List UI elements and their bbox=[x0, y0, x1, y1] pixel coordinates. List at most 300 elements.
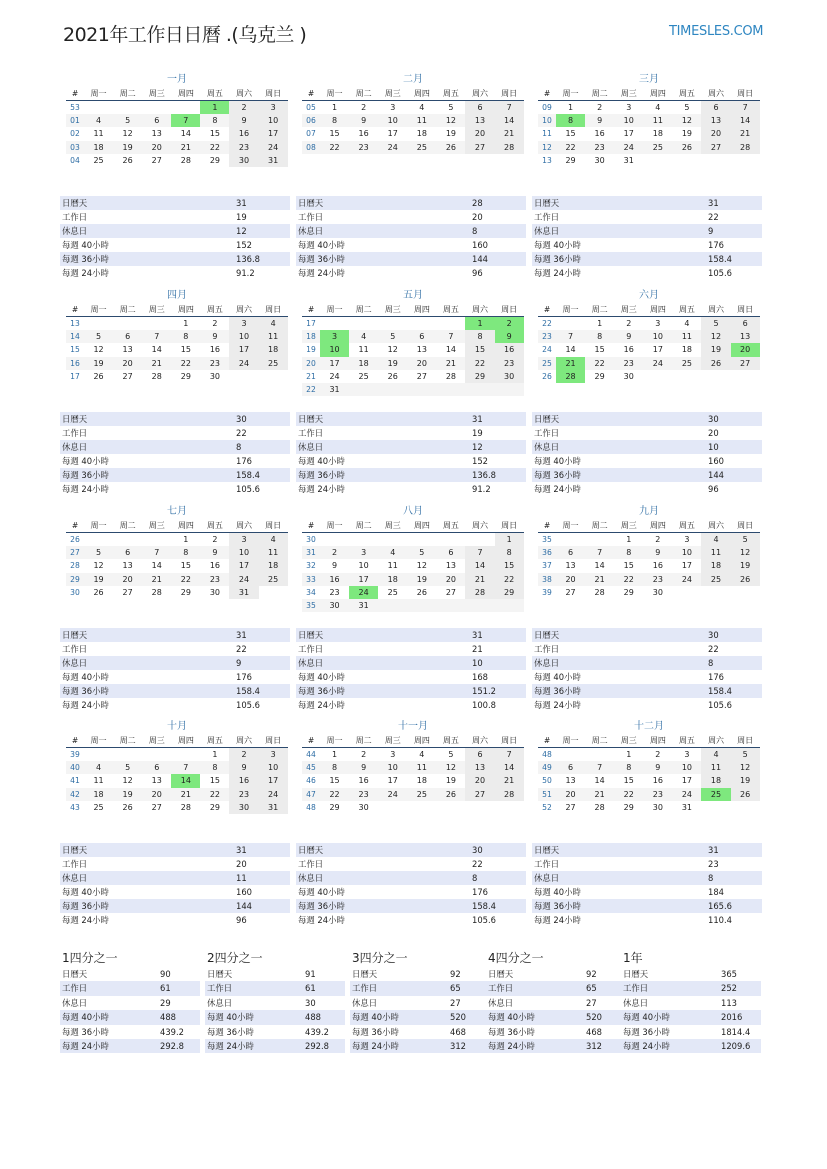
day-cell[interactable]: 4 bbox=[684, 319, 690, 328]
day-cell[interactable]: 9 bbox=[212, 548, 218, 558]
day-cell[interactable]: 1 bbox=[597, 319, 603, 328]
day-cell[interactable]: 30 bbox=[495, 370, 524, 383]
day-cell[interactable]: 3 bbox=[390, 103, 396, 112]
day-cell[interactable]: 7 bbox=[597, 548, 603, 558]
day-cell[interactable]: 2 bbox=[655, 535, 661, 544]
day-cell[interactable]: 19 bbox=[445, 776, 457, 786]
day-cell[interactable]: 2 bbox=[212, 535, 218, 544]
day-cell[interactable]: 3 bbox=[229, 533, 258, 546]
day-cell[interactable]: 24 bbox=[349, 586, 378, 599]
day-cell[interactable]: 16 bbox=[229, 127, 258, 140]
day-cell[interactable]: 12 bbox=[416, 561, 427, 571]
day-cell[interactable]: 22 bbox=[329, 142, 340, 152]
day-cell[interactable]: 5 bbox=[125, 116, 131, 126]
day-cell[interactable]: 28 bbox=[180, 155, 191, 165]
day-cell[interactable]: 12 bbox=[93, 561, 104, 571]
day-cell[interactable]: 27 bbox=[731, 357, 760, 370]
day-cell[interactable]: 29 bbox=[209, 802, 221, 812]
day-cell[interactable]: 14 bbox=[565, 345, 576, 355]
day-cell[interactable]: 7 bbox=[154, 548, 160, 558]
day-cell[interactable]: 21 bbox=[151, 574, 162, 584]
day-cell[interactable]: 24 bbox=[387, 789, 398, 799]
day-cell[interactable]: 16 bbox=[358, 129, 369, 139]
day-cell[interactable]: 19 bbox=[731, 559, 760, 572]
day-cell[interactable]: 6 bbox=[419, 332, 425, 342]
day-cell[interactable]: 29 bbox=[594, 371, 605, 381]
day-cell[interactable]: 14 bbox=[465, 559, 494, 572]
day-cell[interactable]: 10 bbox=[387, 116, 398, 126]
day-cell[interactable]: 26 bbox=[93, 587, 104, 597]
day-cell[interactable]: 2 bbox=[212, 319, 218, 328]
day-cell[interactable]: 13 bbox=[122, 561, 133, 571]
day-cell[interactable]: 22 bbox=[329, 789, 340, 799]
day-cell[interactable]: 17 bbox=[652, 345, 663, 355]
day-cell[interactable]: 7 bbox=[731, 101, 760, 114]
day-cell[interactable]: 16 bbox=[329, 574, 340, 584]
day-cell[interactable]: 29 bbox=[180, 371, 191, 381]
day-cell[interactable]: 15 bbox=[623, 561, 634, 571]
day-cell[interactable]: 27 bbox=[445, 587, 457, 597]
day-cell[interactable]: 22 bbox=[594, 358, 605, 368]
day-cell[interactable]: 25 bbox=[93, 802, 104, 812]
day-cell[interactable]: 5 bbox=[390, 332, 396, 342]
day-cell[interactable]: 15 bbox=[180, 345, 191, 355]
day-cell[interactable]: 9 bbox=[626, 332, 632, 342]
day-cell[interactable]: 11 bbox=[259, 330, 288, 343]
day-cell[interactable]: 13 bbox=[565, 561, 576, 571]
day-cell[interactable]: 19 bbox=[93, 574, 104, 584]
day-cell[interactable]: 15 bbox=[465, 343, 494, 356]
day-cell[interactable]: 7 bbox=[154, 332, 160, 342]
day-cell[interactable]: 17 bbox=[623, 129, 634, 139]
day-cell[interactable]: 25 bbox=[358, 371, 369, 381]
day-cell[interactable]: 2 bbox=[361, 750, 367, 759]
day-cell[interactable]: 11 bbox=[259, 546, 288, 559]
day-cell[interactable]: 22 bbox=[623, 574, 634, 584]
day-cell[interactable]: 1 bbox=[465, 317, 494, 330]
day-cell[interactable]: 10 bbox=[387, 763, 398, 773]
day-cell[interactable]: 22 bbox=[209, 142, 221, 152]
day-cell[interactable]: 14 bbox=[594, 776, 605, 786]
day-cell[interactable]: 15 bbox=[180, 561, 191, 571]
day-cell[interactable]: 25 bbox=[259, 573, 288, 586]
day-cell[interactable]: 17 bbox=[229, 559, 258, 572]
day-cell[interactable]: 4 bbox=[259, 317, 288, 330]
day-cell[interactable]: 16 bbox=[209, 345, 221, 355]
day-cell[interactable]: 30 bbox=[358, 802, 369, 812]
day-cell[interactable]: 4 bbox=[390, 548, 396, 558]
day-cell[interactable]: 30 bbox=[329, 600, 340, 610]
day-cell[interactable]: 18 bbox=[416, 776, 427, 786]
day-cell[interactable]: 13 bbox=[465, 761, 494, 774]
day-cell[interactable]: 11 bbox=[652, 116, 663, 126]
day-cell[interactable]: 3 bbox=[626, 103, 632, 112]
day-cell[interactable]: 20 bbox=[151, 142, 162, 152]
day-cell[interactable]: 9 bbox=[597, 116, 603, 126]
day-cell[interactable]: 12 bbox=[731, 761, 760, 774]
day-cell[interactable]: 9 bbox=[361, 763, 367, 773]
day-cell[interactable]: 8 bbox=[183, 332, 189, 342]
day-cell[interactable]: 26 bbox=[122, 802, 133, 812]
day-cell[interactable]: 14 bbox=[495, 114, 524, 127]
day-cell[interactable]: 1 bbox=[183, 319, 189, 328]
day-cell[interactable]: 5 bbox=[731, 748, 760, 761]
day-cell[interactable]: 21 bbox=[594, 574, 605, 584]
day-cell[interactable]: 6 bbox=[154, 116, 160, 126]
day-cell[interactable]: 16 bbox=[652, 776, 663, 786]
day-cell[interactable]: 2 bbox=[229, 101, 258, 114]
day-cell[interactable]: 25 bbox=[652, 142, 663, 152]
day-cell[interactable]: 4 bbox=[419, 750, 425, 759]
day-cell[interactable]: 3 bbox=[229, 317, 258, 330]
day-cell[interactable]: 13 bbox=[701, 114, 730, 127]
day-cell[interactable]: 28 bbox=[151, 371, 162, 381]
day-cell[interactable]: 22 bbox=[180, 358, 191, 368]
day-cell[interactable]: 14 bbox=[151, 345, 162, 355]
day-cell[interactable]: 14 bbox=[171, 774, 200, 787]
day-cell[interactable]: 15 bbox=[209, 129, 221, 139]
day-cell[interactable]: 20 bbox=[122, 358, 133, 368]
day-cell[interactable]: 27 bbox=[122, 587, 133, 597]
day-cell[interactable]: 13 bbox=[151, 776, 162, 786]
day-cell[interactable]: 12 bbox=[93, 345, 104, 355]
day-cell[interactable]: 18 bbox=[259, 343, 288, 356]
day-cell[interactable]: 21 bbox=[180, 142, 191, 152]
day-cell[interactable]: 11 bbox=[416, 763, 427, 773]
day-cell[interactable]: 2 bbox=[332, 548, 338, 558]
day-cell[interactable]: 24 bbox=[652, 358, 663, 368]
day-cell[interactable]: 18 bbox=[358, 358, 369, 368]
day-cell[interactable]: 5 bbox=[731, 533, 760, 546]
day-cell[interactable]: 8 bbox=[556, 114, 585, 127]
day-cell[interactable]: 18 bbox=[259, 559, 288, 572]
day-cell[interactable]: 21 bbox=[465, 573, 494, 586]
day-cell[interactable]: 27 bbox=[122, 371, 133, 381]
day-cell[interactable]: 18 bbox=[93, 142, 104, 152]
day-cell[interactable]: 30 bbox=[229, 154, 258, 167]
day-cell[interactable]: 23 bbox=[358, 142, 369, 152]
day-cell[interactable]: 10 bbox=[320, 343, 349, 356]
day-cell[interactable]: 10 bbox=[259, 114, 288, 127]
day-cell[interactable]: 13 bbox=[465, 114, 494, 127]
day-cell[interactable]: 25 bbox=[681, 358, 693, 368]
day-cell[interactable]: 29 bbox=[623, 802, 634, 812]
day-cell[interactable]: 10 bbox=[681, 763, 693, 773]
day-cell[interactable]: 4 bbox=[655, 103, 661, 112]
day-cell[interactable]: 28 bbox=[465, 586, 494, 599]
day-cell[interactable]: 19 bbox=[445, 129, 457, 139]
day-cell[interactable]: 24 bbox=[329, 371, 340, 381]
day-cell[interactable]: 26 bbox=[93, 371, 104, 381]
day-cell[interactable]: 1 bbox=[626, 535, 632, 544]
day-cell[interactable]: 29 bbox=[495, 586, 524, 599]
day-cell[interactable]: 4 bbox=[419, 103, 425, 112]
day-cell[interactable]: 30 bbox=[652, 802, 663, 812]
day-cell[interactable]: 17 bbox=[387, 129, 398, 139]
day-cell[interactable]: 3 bbox=[684, 750, 690, 759]
day-cell[interactable]: 18 bbox=[701, 774, 730, 787]
day-cell[interactable]: 29 bbox=[465, 370, 494, 383]
day-cell[interactable]: 19 bbox=[416, 574, 427, 584]
day-cell[interactable]: 29 bbox=[623, 587, 634, 597]
day-cell[interactable]: 2 bbox=[655, 750, 661, 759]
day-cell[interactable]: 3 bbox=[390, 750, 396, 759]
day-cell[interactable]: 24 bbox=[681, 789, 693, 799]
day-cell[interactable]: 9 bbox=[655, 548, 661, 558]
day-cell[interactable]: 18 bbox=[652, 129, 663, 139]
day-cell[interactable]: 25 bbox=[701, 788, 730, 801]
day-cell[interactable]: 28 bbox=[594, 802, 605, 812]
day-cell[interactable]: 23 bbox=[229, 141, 258, 154]
day-cell[interactable]: 22 bbox=[465, 357, 494, 370]
day-cell[interactable]: 24 bbox=[259, 141, 288, 154]
day-cell[interactable]: 29 bbox=[180, 587, 191, 597]
day-cell[interactable]: 26 bbox=[701, 357, 730, 370]
day-cell[interactable]: 21 bbox=[180, 789, 191, 799]
day-cell[interactable]: 19 bbox=[122, 789, 133, 799]
day-cell[interactable]: 6 bbox=[448, 548, 454, 558]
day-cell[interactable]: 13 bbox=[416, 345, 427, 355]
day-cell[interactable]: 17 bbox=[229, 343, 258, 356]
day-cell[interactable]: 1 bbox=[626, 750, 632, 759]
day-cell[interactable]: 19 bbox=[93, 358, 104, 368]
day-cell[interactable]: 5 bbox=[448, 750, 454, 759]
day-cell[interactable]: 20 bbox=[465, 127, 494, 140]
day-cell[interactable]: 31 bbox=[623, 155, 634, 165]
day-cell[interactable]: 22 bbox=[180, 574, 191, 584]
day-cell[interactable]: 9 bbox=[655, 763, 661, 773]
day-cell[interactable]: 14 bbox=[594, 561, 605, 571]
day-cell[interactable]: 16 bbox=[652, 561, 663, 571]
day-cell[interactable]: 19 bbox=[731, 774, 760, 787]
day-cell[interactable]: 16 bbox=[229, 774, 258, 787]
day-cell[interactable]: 8 bbox=[332, 116, 338, 126]
day-cell[interactable]: 6 bbox=[125, 332, 131, 342]
day-cell[interactable]: 11 bbox=[387, 561, 398, 571]
day-cell[interactable]: 4 bbox=[96, 763, 102, 773]
day-cell[interactable]: 1 bbox=[495, 533, 524, 546]
day-cell[interactable]: 27 bbox=[465, 141, 494, 154]
day-cell[interactable]: 28 bbox=[594, 587, 605, 597]
day-cell[interactable]: 22 bbox=[623, 789, 634, 799]
day-cell[interactable]: 8 bbox=[495, 546, 524, 559]
day-cell[interactable]: 15 bbox=[495, 559, 524, 572]
day-cell[interactable]: 7 bbox=[183, 763, 189, 773]
day-cell[interactable]: 10 bbox=[229, 546, 258, 559]
day-cell[interactable]: 9 bbox=[332, 561, 338, 571]
day-cell[interactable]: 23 bbox=[329, 587, 340, 597]
day-cell[interactable]: 26 bbox=[387, 371, 398, 381]
day-cell[interactable]: 25 bbox=[259, 357, 288, 370]
day-cell[interactable]: 23 bbox=[229, 788, 258, 801]
day-cell[interactable]: 10 bbox=[623, 116, 634, 126]
day-cell[interactable]: 20 bbox=[122, 574, 133, 584]
day-cell[interactable]: 6 bbox=[154, 763, 160, 773]
day-cell[interactable]: 17 bbox=[358, 574, 369, 584]
day-cell[interactable]: 21 bbox=[731, 127, 760, 140]
day-cell[interactable]: 26 bbox=[122, 155, 133, 165]
day-cell[interactable]: 26 bbox=[731, 573, 760, 586]
day-cell[interactable]: 9 bbox=[495, 330, 524, 343]
day-cell[interactable]: 29 bbox=[209, 155, 221, 165]
day-cell[interactable]: 27 bbox=[465, 788, 494, 801]
day-cell[interactable]: 24 bbox=[229, 573, 258, 586]
day-cell[interactable]: 27 bbox=[565, 587, 576, 597]
day-cell[interactable]: 6 bbox=[125, 548, 131, 558]
day-cell[interactable]: 8 bbox=[183, 548, 189, 558]
day-cell[interactable]: 16 bbox=[209, 561, 221, 571]
day-cell[interactable]: 17 bbox=[259, 774, 288, 787]
day-cell[interactable]: 20 bbox=[151, 789, 162, 799]
day-cell[interactable]: 3 bbox=[259, 101, 288, 114]
day-cell[interactable]: 8 bbox=[597, 332, 603, 342]
day-cell[interactable]: 5 bbox=[448, 103, 454, 112]
day-cell[interactable]: 30 bbox=[652, 587, 663, 597]
day-cell[interactable]: 7 bbox=[465, 546, 494, 559]
day-cell[interactable]: 9 bbox=[229, 761, 258, 774]
day-cell[interactable]: 3 bbox=[684, 535, 690, 544]
day-cell[interactable]: 13 bbox=[731, 330, 760, 343]
day-cell[interactable]: 22 bbox=[209, 789, 221, 799]
day-cell[interactable]: 21 bbox=[495, 774, 524, 787]
day-cell[interactable]: 25 bbox=[416, 789, 427, 799]
day-cell[interactable]: 9 bbox=[229, 114, 258, 127]
day-cell[interactable]: 14 bbox=[151, 561, 162, 571]
day-cell[interactable]: 3 bbox=[320, 330, 349, 343]
day-cell[interactable]: 3 bbox=[259, 748, 288, 761]
day-cell[interactable]: 21 bbox=[495, 127, 524, 140]
day-cell[interactable]: 17 bbox=[329, 358, 340, 368]
day-cell[interactable]: 16 bbox=[594, 129, 605, 139]
day-cell[interactable]: 15 bbox=[565, 129, 576, 139]
day-cell[interactable]: 30 bbox=[229, 801, 258, 814]
day-cell[interactable]: 14 bbox=[180, 129, 191, 139]
day-cell[interactable]: 29 bbox=[565, 155, 576, 165]
day-cell[interactable]: 1 bbox=[200, 101, 229, 114]
day-cell[interactable]: 16 bbox=[623, 345, 634, 355]
day-cell[interactable]: 11 bbox=[93, 776, 104, 786]
day-cell[interactable]: 23 bbox=[652, 789, 663, 799]
day-cell[interactable]: 8 bbox=[465, 330, 494, 343]
day-cell[interactable]: 26 bbox=[681, 142, 693, 152]
day-cell[interactable]: 24 bbox=[387, 142, 398, 152]
day-cell[interactable]: 28 bbox=[445, 371, 457, 381]
day-cell[interactable]: 9 bbox=[212, 332, 218, 342]
day-cell[interactable]: 23 bbox=[209, 358, 221, 368]
day-cell[interactable]: 5 bbox=[419, 548, 425, 558]
day-cell[interactable]: 8 bbox=[626, 548, 632, 558]
day-cell[interactable]: 22 bbox=[495, 573, 524, 586]
day-cell[interactable]: 13 bbox=[445, 561, 457, 571]
day-cell[interactable]: 7 bbox=[495, 101, 524, 114]
day-cell[interactable]: 4 bbox=[701, 748, 730, 761]
day-cell[interactable]: 14 bbox=[445, 345, 457, 355]
day-cell[interactable]: 15 bbox=[594, 345, 605, 355]
day-cell[interactable]: 10 bbox=[229, 330, 258, 343]
day-cell[interactable]: 20 bbox=[565, 789, 576, 799]
day-cell[interactable]: 2 bbox=[495, 317, 524, 330]
day-cell[interactable]: 6 bbox=[465, 101, 494, 114]
day-cell[interactable]: 29 bbox=[329, 802, 340, 812]
day-cell[interactable]: 18 bbox=[93, 789, 104, 799]
day-cell[interactable]: 28 bbox=[556, 370, 585, 383]
day-cell[interactable]: 16 bbox=[358, 776, 369, 786]
day-cell[interactable]: 7 bbox=[597, 763, 603, 773]
day-cell[interactable]: 26 bbox=[445, 142, 457, 152]
day-cell[interactable]: 25 bbox=[416, 142, 427, 152]
day-cell[interactable]: 26 bbox=[731, 788, 760, 801]
day-cell[interactable]: 10 bbox=[681, 548, 693, 558]
day-cell[interactable]: 24 bbox=[681, 574, 693, 584]
day-cell[interactable]: 14 bbox=[495, 761, 524, 774]
day-cell[interactable]: 31 bbox=[229, 586, 258, 599]
day-cell[interactable]: 28 bbox=[495, 788, 524, 801]
day-cell[interactable]: 25 bbox=[387, 587, 398, 597]
day-cell[interactable]: 2 bbox=[229, 748, 258, 761]
day-cell[interactable]: 24 bbox=[623, 142, 634, 152]
day-cell[interactable]: 20 bbox=[731, 343, 760, 356]
day-cell[interactable]: 15 bbox=[329, 776, 340, 786]
day-cell[interactable]: 17 bbox=[387, 776, 398, 786]
day-cell[interactable]: 14 bbox=[731, 114, 760, 127]
day-cell[interactable]: 24 bbox=[259, 788, 288, 801]
day-cell[interactable]: 28 bbox=[151, 587, 162, 597]
day-cell[interactable]: 18 bbox=[416, 129, 427, 139]
day-cell[interactable]: 7 bbox=[568, 332, 574, 342]
day-cell[interactable]: 19 bbox=[387, 358, 398, 368]
day-cell[interactable]: 4 bbox=[361, 332, 367, 342]
day-cell[interactable]: 15 bbox=[329, 129, 340, 139]
day-cell[interactable]: 4 bbox=[96, 116, 102, 126]
day-cell[interactable]: 26 bbox=[416, 587, 427, 597]
day-cell[interactable]: 1 bbox=[332, 750, 338, 759]
day-cell[interactable]: 1 bbox=[212, 750, 218, 759]
day-cell[interactable]: 12 bbox=[387, 345, 398, 355]
day-cell[interactable]: 23 bbox=[358, 789, 369, 799]
day-cell[interactable]: 11 bbox=[93, 129, 104, 139]
day-cell[interactable]: 18 bbox=[701, 559, 730, 572]
day-cell[interactable]: 1 bbox=[183, 535, 189, 544]
day-cell[interactable]: 11 bbox=[416, 116, 427, 126]
day-cell[interactable]: 11 bbox=[701, 546, 730, 559]
day-cell[interactable]: 23 bbox=[623, 358, 634, 368]
day-cell[interactable]: 10 bbox=[259, 761, 288, 774]
day-cell[interactable]: 11 bbox=[358, 345, 369, 355]
day-cell[interactable]: 13 bbox=[565, 776, 576, 786]
day-cell[interactable]: 8 bbox=[212, 116, 218, 126]
day-cell[interactable]: 27 bbox=[701, 141, 730, 154]
day-cell[interactable]: 12 bbox=[731, 546, 760, 559]
day-cell[interactable]: 6 bbox=[568, 548, 574, 558]
day-cell[interactable]: 11 bbox=[701, 761, 730, 774]
day-cell[interactable]: 25 bbox=[93, 155, 104, 165]
day-cell[interactable]: 20 bbox=[565, 574, 576, 584]
day-cell[interactable]: 1 bbox=[568, 103, 574, 112]
day-cell[interactable]: 19 bbox=[681, 129, 693, 139]
day-cell[interactable]: 8 bbox=[332, 763, 338, 773]
brand-logo-text[interactable]: TIMESLES.COM bbox=[669, 24, 764, 39]
day-cell[interactable]: 17 bbox=[681, 561, 693, 571]
day-cell[interactable]: 4 bbox=[701, 533, 730, 546]
day-cell[interactable]: 21 bbox=[594, 789, 605, 799]
day-cell[interactable]: 31 bbox=[329, 384, 340, 394]
day-cell[interactable]: 18 bbox=[681, 345, 693, 355]
day-cell[interactable]: 20 bbox=[416, 358, 427, 368]
day-cell[interactable]: 30 bbox=[209, 587, 221, 597]
day-cell[interactable]: 6 bbox=[465, 748, 494, 761]
day-cell[interactable]: 30 bbox=[623, 371, 634, 381]
day-cell[interactable]: 12 bbox=[445, 763, 457, 773]
